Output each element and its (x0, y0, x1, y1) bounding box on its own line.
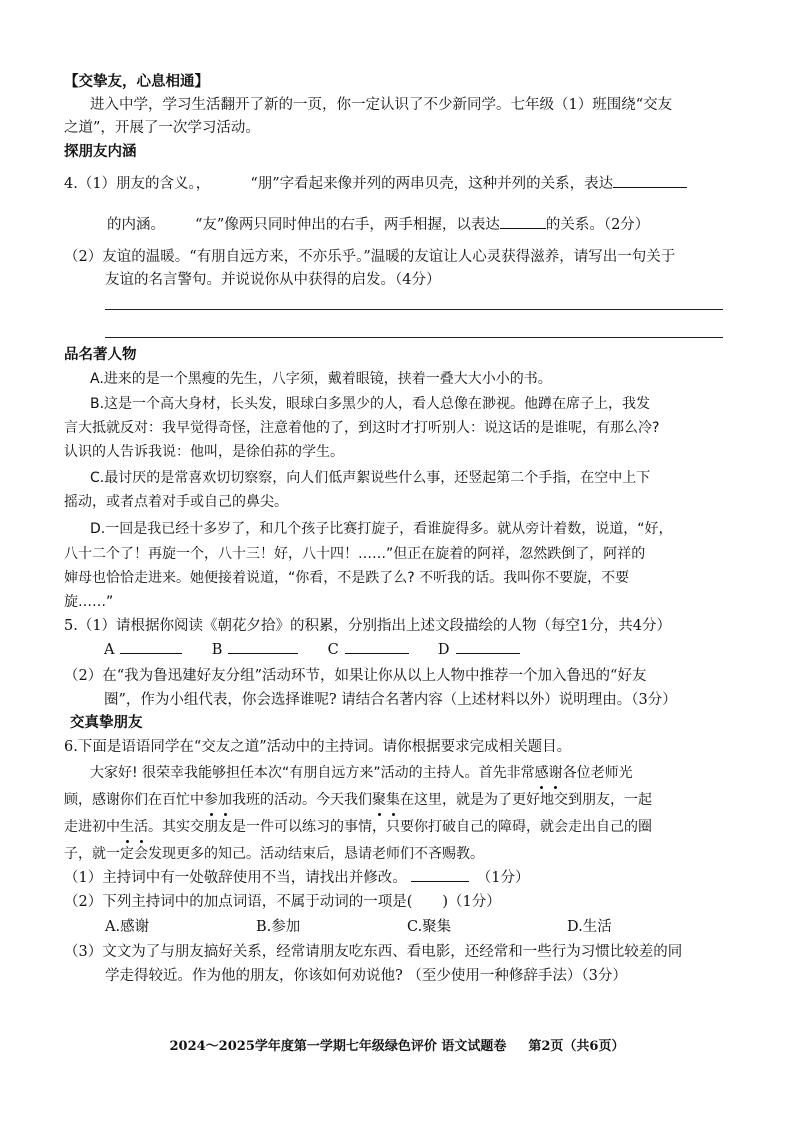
passage-a: A.进来的是一个黑瘦的先生，八字须，戴着眼镜，挟着一叠大大小小的书。 (90, 371, 552, 387)
footer-page-number: 第2页（共6页） (528, 1039, 625, 1054)
q6-part2 (64, 891, 501, 913)
speech-text: 我班的活动。今天我们 (232, 792, 372, 808)
q4-part2-line2: 友谊的名言警句。并说说你从中获得的启发。（4分） (105, 272, 441, 288)
passage-b-line1: B.这是一个高大身材，长头发，眼球白多黑少的人，看人总像在渺视。他蹲在席子上，我发 (90, 396, 651, 412)
section-heading-friend-meaning: 探朋友内涵 (64, 143, 137, 160)
speech-line-1 (90, 762, 633, 784)
q6-part3-line1: （3）文文为了与朋友搞好关系，经常请朋友吃东西、看电影，还经常和一些行为习惯比较差的同 (64, 944, 683, 960)
answer-blank[interactable] (411, 867, 469, 882)
q4-number: 4.（1）朋友的含义。， (64, 176, 211, 192)
q6-intro: 6.下面是语语同学在“交友之道”活动中的主持词。请你根据要求完成相关题目。 (64, 739, 572, 755)
q4-meaning-text: 的内涵。 (107, 217, 165, 233)
q5-blanks-row (104, 639, 520, 661)
dotted-char: 生 (120, 816, 134, 838)
intro-line-2: 之道”，开展了一次学习活动。 (64, 120, 260, 136)
intro-line-1: 进入中学，学习生活翻开了新的一页，你一定认识了不少新同学。七年级（1）班围绕“交友 (90, 97, 673, 113)
blank-label-b: B (211, 642, 223, 658)
q6-part2-text: （2）下列主持词中的加点词语，不属于动词的一项是( (64, 894, 413, 910)
blank-label-c: C (327, 642, 339, 658)
answer-line[interactable] (105, 337, 723, 338)
dotted-char: 集 (386, 789, 400, 811)
section-heading-classic-characters: 品名著人物 (64, 346, 137, 363)
dotted-char: 聚 (372, 789, 386, 811)
passage-b-line2: 言大抵就反对：我早觉得奇怪，注意着他的了，到这时才打听别人：说这话的是谁呢，有那么冷? (64, 420, 660, 436)
blank-label-a: A (104, 642, 115, 658)
passage-b-line3: 认识的人告诉我说：他叫，是徐伯荪的学生。 (64, 444, 344, 460)
answer-line[interactable] (105, 309, 723, 310)
q6-part1-text: （1）主持词中有一处敬辞使用不当，请找出并修改。 (64, 870, 407, 886)
answer-blank-a[interactable] (120, 639, 182, 654)
q6-option-d: D.生活 (567, 919, 612, 935)
q6-part1 (64, 867, 529, 889)
q6-part3-line2: 学走得较近。作为他的朋友，你该如何劝说他? （至少使用一种修辞手法）（3分） (105, 968, 627, 984)
q4-part1-line1 (64, 173, 687, 195)
passage-d-line2: 八十二个了！再旋一个，八十三！好，八十四！……”但正在旋着的阿祥，忽然跌倒了，阿祥的 (64, 546, 646, 562)
q4-peng-text: “朋”字看起来像并列的两串贝壳，这种并列的关系，表达 (250, 176, 614, 192)
speech-text: 各位老师光 (562, 765, 633, 781)
answer-blank[interactable] (500, 214, 546, 229)
dotted-char: 感 (535, 762, 549, 784)
dotted-char: 参 (204, 789, 218, 811)
speech-text: 在这里，就是为了更好地交到朋友，一起 (400, 792, 652, 808)
answer-blank-b[interactable] (228, 639, 298, 654)
answer-blank[interactable] (613, 173, 687, 188)
section-heading-true-friends: 交真挚朋友 (70, 714, 143, 731)
dotted-char: 谢 (549, 762, 563, 784)
q6-part2-score: )（1分） (442, 894, 501, 910)
q6-part1-score: （1分） (476, 870, 530, 886)
speech-line-2 (64, 789, 652, 811)
q6-option-c: C.聚集 (407, 919, 452, 935)
q5-part2-line2: 圈”，作为小组代表，你会选择谁呢? 请结合名著内容（上述材料以外）说明理由。（3分） (104, 692, 677, 708)
passage-c-line2: 摇动，或者点着对手或自己的鼻尖。 (64, 494, 288, 510)
section-heading-make-friends: 【交挚友，心息相通】 (64, 73, 209, 90)
q4-part1-line2 (107, 214, 649, 236)
speech-text: 大家好! 很荣幸我能够担任本次“有朋自远方来”活动的主持人。首先非常 (90, 765, 535, 781)
page-footer (0, 1035, 794, 1054)
passage-c-line1: C.最讨厌的是常喜欢切切察察，向人们低声絮说些什么事，还竖起第二个手指，在空中上下 (90, 470, 651, 486)
q6-option-a: A.感谢 (105, 919, 150, 935)
q5-part1: 5.（1）请根据你阅读《朝花夕拾》的积累，分别指出上述文段描绘的人物（每空1分，共4分） (64, 618, 672, 634)
footer-exam-title: 2024～2025学年度第一学期七年级绿色评价 语文试题卷 (169, 1039, 507, 1054)
passage-d-line3: 婶母也恰恰走进来。她便接着说道，“你看，不是跌了么? 不听我的话。我叫你不要旋，不要 (64, 570, 630, 586)
speech-line-4: 子，就一定会发现更多的知己。活动结束后，恳请老师们不吝赐教。 (64, 846, 484, 862)
q4-score-text: 的关系。（2分） (545, 217, 650, 233)
speech-text: 走进初中 (64, 819, 120, 835)
speech-text: 。其实交朋友是一件可以练习的事情，只要你打破自己的障碍，就会走出自己的圈 (148, 819, 652, 835)
dotted-char: 活 (134, 816, 148, 838)
answer-blank-d[interactable] (456, 639, 520, 654)
passage-d-line4: 旋……” (64, 594, 114, 610)
q6-option-b: B.参加 (256, 919, 301, 935)
q5-part2-line1: （2）在“我为鲁迅建好友分组”活动环节，如果让你从以上人物中推荐一个加入鲁迅的“好友 (64, 668, 647, 684)
passage-d-line1: D.一回是我已经十多岁了，和几个孩子比赛打旋子，看谁旋得多。就从旁计着数，说道，“好， (90, 521, 673, 537)
dotted-char: 加 (218, 789, 232, 811)
q4-part2-line1: （2）友谊的温暖。“有朋自远方来，不亦乐乎。”温暖的友谊让人心灵获得滋养，请写出一句关于 (64, 249, 676, 265)
speech-line-3 (64, 816, 652, 838)
speech-text: 顾，感谢你们在百忙中 (64, 792, 204, 808)
answer-blank-c[interactable] (345, 639, 409, 654)
q4-you-text: “友”像两只同时伸出的右手，两手相握，以表达 (195, 217, 500, 233)
blank-label-d: D (437, 642, 450, 658)
